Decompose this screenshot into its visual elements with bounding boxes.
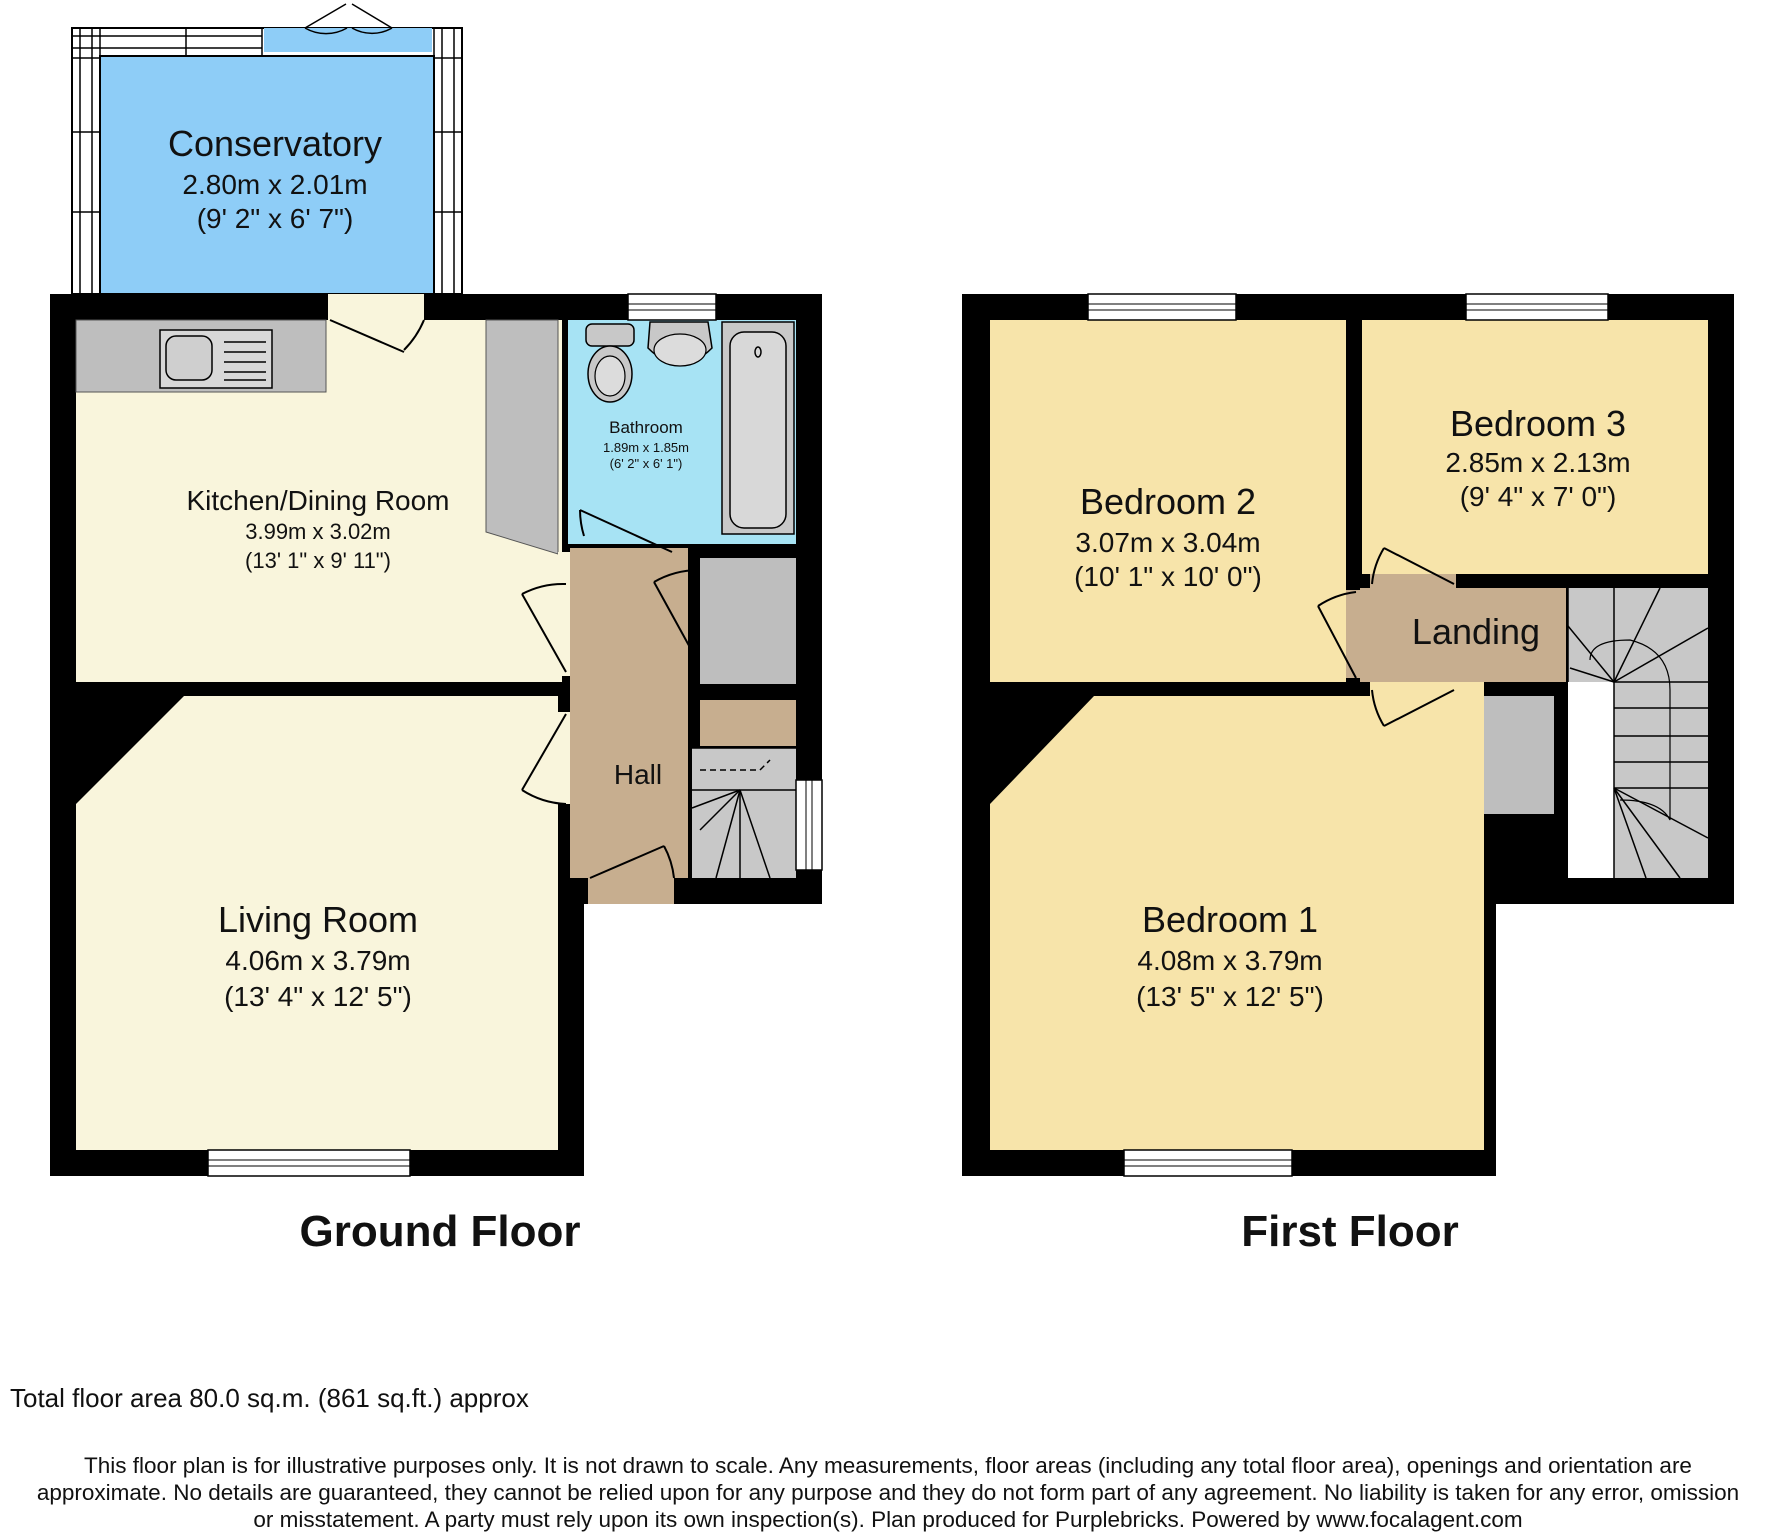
bathroom-metric: 1.89m x 1.85m [603,440,689,455]
landing-name: Landing [1411,611,1541,652]
disclaimer [0,1452,1776,1533]
cupboard [700,558,796,684]
living-room-name: Living Room [217,899,419,940]
bedroom-2-name: Bedroom 2 [1079,481,1257,522]
ground-floor-plan [50,4,822,1256]
kitchen-imperial: (13' 1" x 9' 11") [245,548,391,573]
bedroom-1-name: Bedroom 1 [1141,899,1319,940]
total-floor-area: Total floor area 80.0 sq.m. (861 sq.ft.) approx [10,1383,529,1413]
disclaimer-line: or misstatement. A party must rely upon its own inspection(s). Plan produced for Purplebricks. Powered by www.focalagent.com [253,1507,1523,1532]
bathroom-window [628,294,716,320]
ground-floor-title: Ground Floor [299,1207,581,1256]
bedroom-3-metric: 2.85m x 2.13m [1445,447,1631,478]
living-room-imperial: (13' 4" x 12' 5") [224,981,412,1012]
conservatory-metric: 2.80m x 2.01m [182,169,368,200]
living-room-metric: 4.06m x 3.79m [225,945,411,976]
kitchen-name: Kitchen/Dining Room [186,485,450,516]
kitchen-metric: 3.99m x 3.02m [245,519,391,544]
bathroom-name: Bathroom [609,418,683,437]
bedroom-1-metric: 4.08m x 3.79m [1137,945,1323,976]
bedroom-2-metric: 3.07m x 3.04m [1075,527,1261,558]
first-floor-plan [962,294,1734,1256]
first-floor-cupboard [1484,696,1554,814]
first-stairs [1568,588,1708,878]
hall-name: Hall [613,759,663,790]
bedroom-3-name: Bedroom 3 [1449,403,1627,444]
bedroom-1-window [1124,1150,1292,1176]
bedroom-3-window [1466,294,1608,320]
disclaimer-line: approximate. No details are guaranteed, they cannot be relied upon for any purpose and they do not form part of any agreement. No liability is taken for any error, omission [36,1480,1740,1505]
living-room-window [208,1150,410,1176]
bathroom-imperial: (6' 2" x 6' 1") [609,456,683,471]
hall-floor [570,548,688,878]
first-floor-title: First Floor [1241,1207,1459,1256]
conservatory-imperial: (9' 2" x 6' 7") [196,203,354,234]
bedroom-1-imperial: (13' 5" x 12' 5") [1136,981,1324,1012]
bedroom-2-imperial: (10' 1" x 10' 0") [1074,561,1262,592]
disclaimer-line: This floor plan is for illustrative purposes only. It is not drawn to scale. Any measurements, floor areas (including any total floor area), openings and orientation are [84,1453,1692,1478]
bedroom-3-imperial: (9' 4" x 7' 0") [1459,481,1617,512]
bedroom-2-window [1088,294,1236,320]
conservatory-name: Conservatory [167,123,383,164]
